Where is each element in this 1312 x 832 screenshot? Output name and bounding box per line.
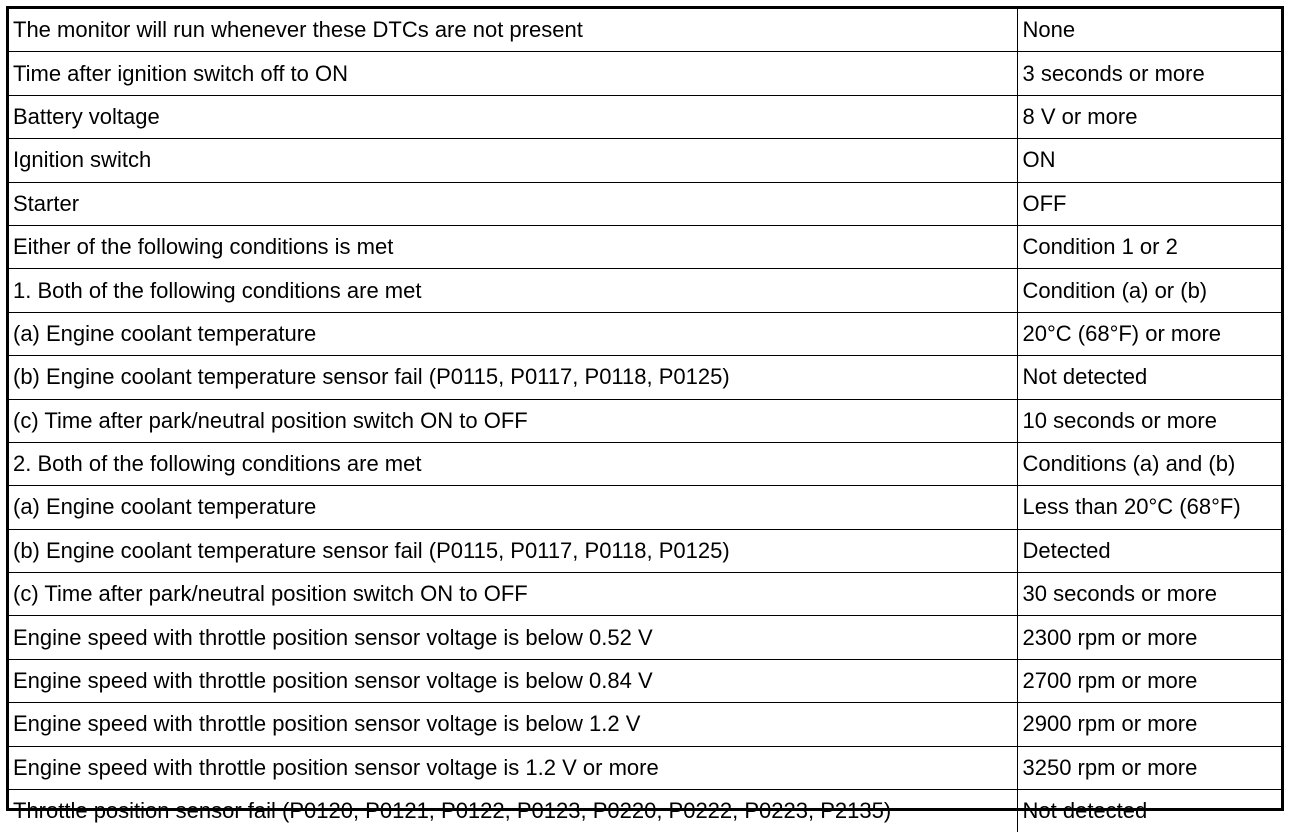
value-cell: Condition 1 or 2 [1017,225,1281,268]
table-row [9,703,1281,746]
value-cell: Less than 20°C (68°F) [1017,486,1281,529]
condition-cell: Engine speed with throttle position sensor voltage is 1.2 V or more [9,746,1017,789]
table-row [9,442,1281,485]
condition-cell: Starter [9,182,1017,225]
table-row [9,486,1281,529]
value-cell: ON [1017,139,1281,182]
table-row [9,616,1281,659]
value-cell: 2700 rpm or more [1017,659,1281,702]
conditions-table-frame [6,6,1284,824]
condition-cell: Ignition switch [9,139,1017,182]
condition-cell: (b) Engine coolant temperature sensor fail (P0115, P0117, P0118, P0125) [9,529,1017,572]
table-row [9,573,1281,616]
table-row [9,182,1281,225]
table-row [9,790,1281,832]
value-cell: Not detected [1017,790,1281,832]
condition-cell: (a) Engine coolant temperature [9,312,1017,355]
condition-cell: (a) Engine coolant temperature [9,486,1017,529]
condition-cell: 1. Both of the following conditions are met [9,269,1017,312]
value-cell: 10 seconds or more [1017,399,1281,442]
table-row [9,269,1281,312]
condition-cell: (c) Time after park/neutral position switch ON to OFF [9,573,1017,616]
value-cell: 3250 rpm or more [1017,746,1281,789]
table-row [9,312,1281,355]
value-cell: Condition (a) or (b) [1017,269,1281,312]
table-row [9,746,1281,789]
condition-cell: 2. Both of the following conditions are met [9,442,1017,485]
condition-cell: Throttle position sensor fail (P0120, P0121, P0122, P0123, P0220, P0222, P0223, P2135) [9,790,1017,832]
value-cell: Conditions (a) and (b) [1017,442,1281,485]
condition-cell: (b) Engine coolant temperature sensor fail (P0115, P0117, P0118, P0125) [9,356,1017,399]
condition-cell: Engine speed with throttle position sensor voltage is below 0.84 V [9,659,1017,702]
condition-cell: Battery voltage [9,95,1017,138]
value-cell: 2300 rpm or more [1017,616,1281,659]
condition-cell: Either of the following conditions is met [9,225,1017,268]
value-cell: 2900 rpm or more [1017,703,1281,746]
table-row [9,52,1281,95]
value-cell: Detected [1017,529,1281,572]
value-cell: 20°C (68°F) or more [1017,312,1281,355]
condition-cell: Time after ignition switch off to ON [9,52,1017,95]
table-body [9,9,1281,832]
table-row [9,659,1281,702]
condition-cell: (c) Time after park/neutral position switch ON to OFF [9,399,1017,442]
value-cell: OFF [1017,182,1281,225]
table-row [9,399,1281,442]
value-cell: 30 seconds or more [1017,573,1281,616]
condition-cell: Engine speed with throttle position sensor voltage is below 0.52 V [9,616,1017,659]
table-row [9,139,1281,182]
table-row [9,95,1281,138]
value-cell: Not detected [1017,356,1281,399]
value-cell: None [1017,9,1281,52]
table-row [9,529,1281,572]
value-cell: 3 seconds or more [1017,52,1281,95]
condition-cell: The monitor will run whenever these DTCs are not present [9,9,1017,52]
value-cell: 8 V or more [1017,95,1281,138]
table-row [9,356,1281,399]
table-row [9,9,1281,52]
condition-cell: Engine speed with throttle position sensor voltage is below 1.2 V [9,703,1017,746]
table-row [9,225,1281,268]
conditions-table [9,9,1281,832]
